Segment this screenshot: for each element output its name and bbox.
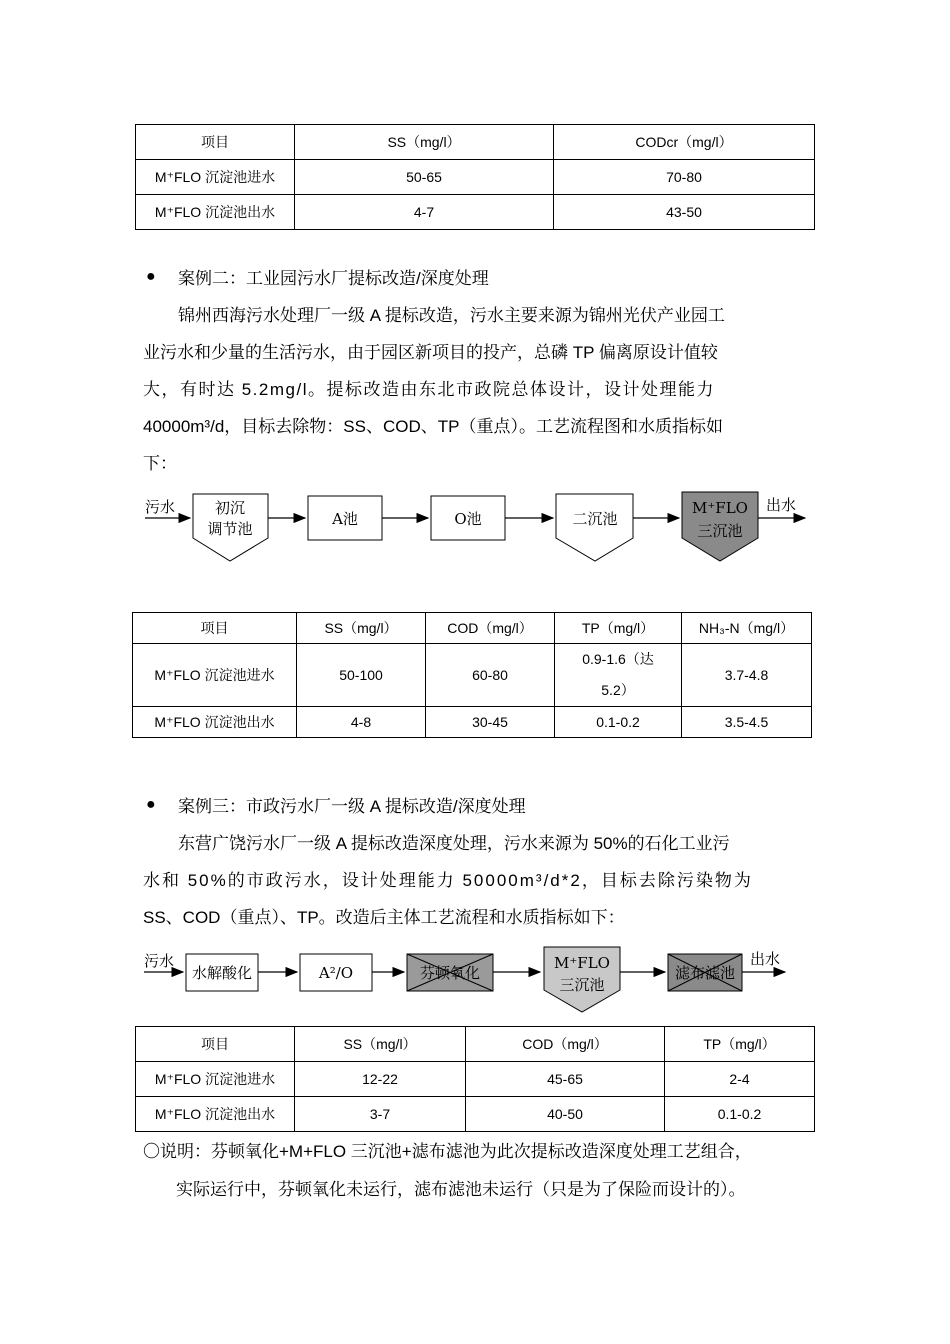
table-cell: 43-50 xyxy=(554,195,815,230)
table-header: SS（mg/l） xyxy=(297,613,426,644)
table-cell: 60-80 xyxy=(426,644,555,707)
table-cell: 30-45 xyxy=(426,707,555,738)
note-line: 实际运行中，芬顿氧化未运行，滤布滤池未运行（只是为了保险而设计的）。 xyxy=(176,1180,746,1199)
table-cell: M⁺FLO 沉淀池进水 xyxy=(136,1062,295,1097)
table-header: COD（mg/l） xyxy=(466,1027,665,1062)
bullet-icon: ● xyxy=(146,796,156,813)
case3-heading: 案例三：市政污水厂一级 A 提标改造/深度处理 xyxy=(178,797,526,816)
flow-label: 滤布滤池 xyxy=(674,964,736,982)
flow-label: 调节池 xyxy=(207,520,253,538)
flow-output-label: 出水 xyxy=(750,950,781,968)
table-cell xyxy=(555,644,682,707)
flow-output-label: 出水 xyxy=(766,496,797,514)
note-line: 〇说明：芬顿氧化+M+FLO 三沉池+滤布滤池为此次提标改造深度处理工艺组合， xyxy=(143,1142,752,1161)
table-cell-line: 5.2） xyxy=(601,682,635,698)
table-cell: 0.1-0.2 xyxy=(665,1097,815,1132)
table-cell: 0.1-0.2 xyxy=(555,707,682,738)
table-case3 xyxy=(135,1026,815,1132)
table-case2 xyxy=(132,612,812,738)
case2-heading: 案例二：工业园污水厂提标改造/深度处理 xyxy=(178,269,489,288)
table-cell: M⁺FLO 沉淀池进水 xyxy=(133,644,297,707)
case3-line: SS、COD（重点）、TP。改造后主体工艺流程和水质指标如下： xyxy=(143,908,625,927)
table-cell: M⁺FLO 沉淀池出水 xyxy=(136,195,295,230)
case3-line: 水和 50%的市政污水，设计处理能力 50000m³/d*2，目标去除污染物为 xyxy=(143,871,753,890)
flow-label: M⁺FLO xyxy=(692,499,748,517)
table-header: NH₃-N（mg/l） xyxy=(682,613,812,644)
table-cell: 3.5-4.5 xyxy=(682,707,812,738)
flow-label: A²/O xyxy=(318,964,354,982)
case2-line: 大，有时达 5.2mg/l。提标改造由东北市政院总体设计，设计处理能力 xyxy=(143,380,715,399)
table-header: 项目 xyxy=(136,1027,295,1062)
case2-line: 锦州西海污水处理厂一级 A 提标改造，污水主要来源为锦州光伏产业园工 xyxy=(178,306,725,325)
table-header: SS（mg/l） xyxy=(295,1027,466,1062)
flow-label: 水解酸化 xyxy=(191,964,253,982)
table-header: 项目 xyxy=(136,125,295,160)
flow-label: A池 xyxy=(332,510,358,528)
case2-line: 业污水和少量的生活污水，由于园区新项目的投产，总磷 TP 偏离原设计值较 xyxy=(143,343,718,362)
table-cell: 50-65 xyxy=(295,160,554,195)
flow-input-label: 污水 xyxy=(144,952,175,970)
table-header: TP（mg/l） xyxy=(665,1027,815,1062)
table-cell: 3-7 xyxy=(295,1097,466,1132)
table-cell: 12-22 xyxy=(295,1062,466,1097)
flow-input-label: 污水 xyxy=(145,498,176,516)
flow-label: 芬顿氧化 xyxy=(419,964,481,982)
case2-line: 40000m³/d，目标去除物：SS、COD、TP（重点）。工艺流程图和水质指标如 xyxy=(143,417,723,436)
flow-label: M⁺FLO xyxy=(554,954,610,972)
case3-line: 东营广饶污水厂一级 A 提标改造深度处理，污水来源为 50%的石化工业污 xyxy=(178,834,730,853)
table-header: SS（mg/l） xyxy=(295,125,554,160)
table-cell: 40-50 xyxy=(466,1097,665,1132)
table-header: COD（mg/l） xyxy=(426,613,555,644)
table-cell: M⁺FLO 沉淀池出水 xyxy=(133,707,297,738)
flow-label: O池 xyxy=(454,510,482,528)
table-cell: M⁺FLO 沉淀池进水 xyxy=(136,160,295,195)
table-cell: M⁺FLO 沉淀池出水 xyxy=(136,1097,295,1132)
table-header: CODcr（mg/l） xyxy=(554,125,815,160)
table-cell: 50-100 xyxy=(297,644,426,707)
case2-line: 下： xyxy=(143,454,177,473)
table-cell: 70-80 xyxy=(554,160,815,195)
flow-label: 三沉池 xyxy=(559,976,605,994)
table-cell: 45-65 xyxy=(466,1062,665,1097)
flow-label: 二沉池 xyxy=(572,510,618,528)
table-header: TP（mg/l） xyxy=(555,613,682,644)
table-cell-line: 0.9-1.6（达 xyxy=(582,651,654,667)
table-header: 项目 xyxy=(133,613,297,644)
table-cell: 3.7-4.8 xyxy=(682,644,812,707)
table-cell: 4-7 xyxy=(295,195,554,230)
flow-label: 三沉池 xyxy=(697,522,743,540)
table-cell: 2-4 xyxy=(665,1062,815,1097)
flow-label: 初沉 xyxy=(214,499,246,517)
table-cell: 4-8 xyxy=(297,707,426,738)
bullet-icon: ● xyxy=(146,268,156,285)
